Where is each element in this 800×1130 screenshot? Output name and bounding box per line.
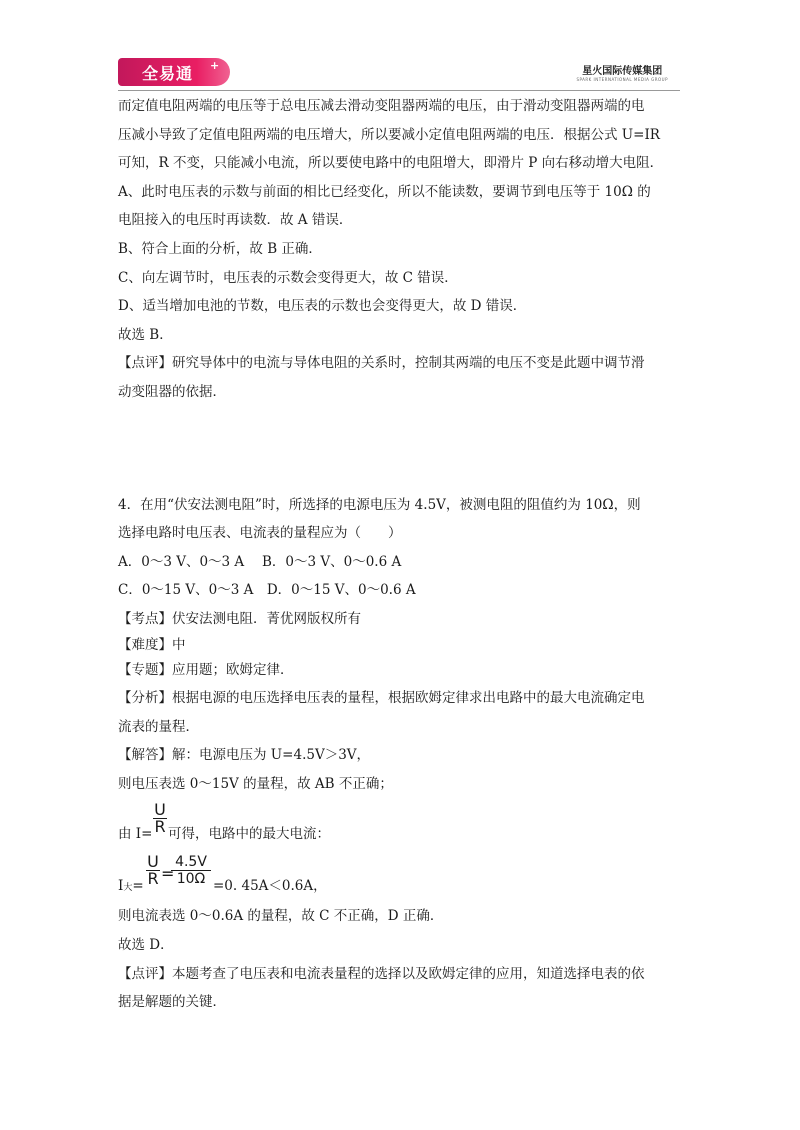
analysis-line: 【分析】根据电源的电压选择电压表的量程，根据欧姆定律求出电路中的最大电流确定电 xyxy=(118,690,645,707)
logo-plus: + xyxy=(210,59,220,72)
text-line: D、适当增加电池的节数，电压表的示数也会变得更大，故 D 错误． xyxy=(118,298,527,315)
logo-text: 全易通 xyxy=(142,64,194,83)
formula-ohm-law xyxy=(118,798,686,852)
current-letter: I xyxy=(118,878,124,895)
comment-line: 【点评】研究导体中的电流与导体电阻的关系时，控制其两端的电压不变是此题中调节滑 xyxy=(118,355,645,372)
fraction-numerator: U xyxy=(147,852,159,872)
formula-max-current xyxy=(118,852,686,902)
answer-choice: 故选 D． xyxy=(118,937,174,954)
comment-line: 动变阻器的依据． xyxy=(118,383,226,400)
equals-sign: = xyxy=(132,878,144,895)
question-stem: 选择电路时电压表、电流表的量程应为（ ） xyxy=(118,525,402,542)
brand-subtitle: SPARK INTERNATIONAL MEDIA GROUP xyxy=(576,77,668,82)
fraction-u-over-r xyxy=(153,802,167,835)
text-line: C、向左调节时，电压表的示数会变得更大，故 C 错误． xyxy=(118,269,458,286)
text-line: 电阻接入的电压时再读数．故 A 错误． xyxy=(118,212,353,229)
fraction-numerator: 4.5V xyxy=(175,854,207,871)
question-stem: 4．在用“伏安法测电阻”时，所选择的电源电压为 4.5V，被测电阻的阻值约为 10Ω，则 xyxy=(118,496,641,513)
analysis-line: 流表的量程． xyxy=(118,718,199,735)
fraction-denominator: 10Ω xyxy=(176,871,206,888)
current-symbol xyxy=(118,872,144,903)
text-line: 而定值电阻两端的电压等于总电压减去滑动变阻器两端的电压，由于滑动变阻器两端的电 xyxy=(118,98,645,114)
text-line: A、此时电压表的示数与前面的相比已经变化，所以不能读数，要调节到电压等于 10Ω 的 xyxy=(118,183,651,200)
brand-name: 星火国际传媒集团 xyxy=(582,66,663,77)
fraction-denominator: R xyxy=(147,869,159,889)
answer-line: 则电压表选 0～15V 的量程，故 AB 不正确； xyxy=(118,775,393,792)
page-header xyxy=(118,58,680,88)
equals-sign: = xyxy=(161,864,175,884)
knowledge-point: 【考点】伏安法测电阻．菁优网版权所有 xyxy=(118,610,361,627)
fraction-values xyxy=(171,854,211,887)
logo xyxy=(118,58,230,86)
formula-result: =0. 45A＜0.6A， xyxy=(213,878,327,895)
answer-line: 【解答】解：电源电压为 U=4.5V＞3V， xyxy=(118,747,371,764)
fraction-denominator: R xyxy=(154,817,166,837)
formula-prefix: 由 I= xyxy=(118,826,153,843)
section-gap xyxy=(118,407,686,491)
formula-suffix: 可得，电路中的最大电流： xyxy=(168,826,330,843)
answer-line: 则电流表选 0～0.6A 的量程，故 C 不正确，D 正确． xyxy=(118,908,444,925)
text-line: B、符合上面的分析，故 B 正确． xyxy=(118,240,322,257)
text-line: 压减小导致了定值电阻两端的电压增大，所以要减小定值电阻两端的电压．根据公式 U=IR xyxy=(118,126,660,143)
difficulty: 【难度】中 xyxy=(118,636,186,653)
brand xyxy=(576,62,668,82)
text-line: 可知，R 不变，只能减小电流，所以要使电路中的电阻增大，即滑片 P 向右移动增大电阻． xyxy=(118,155,664,172)
header-divider xyxy=(118,90,680,91)
fraction-numerator: U xyxy=(154,800,166,820)
topic: 【专题】应用题；欧姆定律． xyxy=(118,661,294,678)
fraction-u-over-r xyxy=(146,854,160,887)
comment-line: 据是解题的关键． xyxy=(118,994,226,1011)
option-line: A．0～3 V、0～3 A B．0～3 V、0～0.6 A xyxy=(118,553,402,570)
current-subscript: 大 xyxy=(123,883,133,894)
document-body xyxy=(118,92,686,1017)
option-line: C．0～15 V、0～3 A D．0～15 V、0～0.6 A xyxy=(118,582,416,599)
text-line: 故选 B． xyxy=(118,326,173,343)
comment-line: 【点评】本题考查了电压表和电流表量程的选择以及欧姆定律的应用，知道选择电表的依 xyxy=(118,965,645,982)
